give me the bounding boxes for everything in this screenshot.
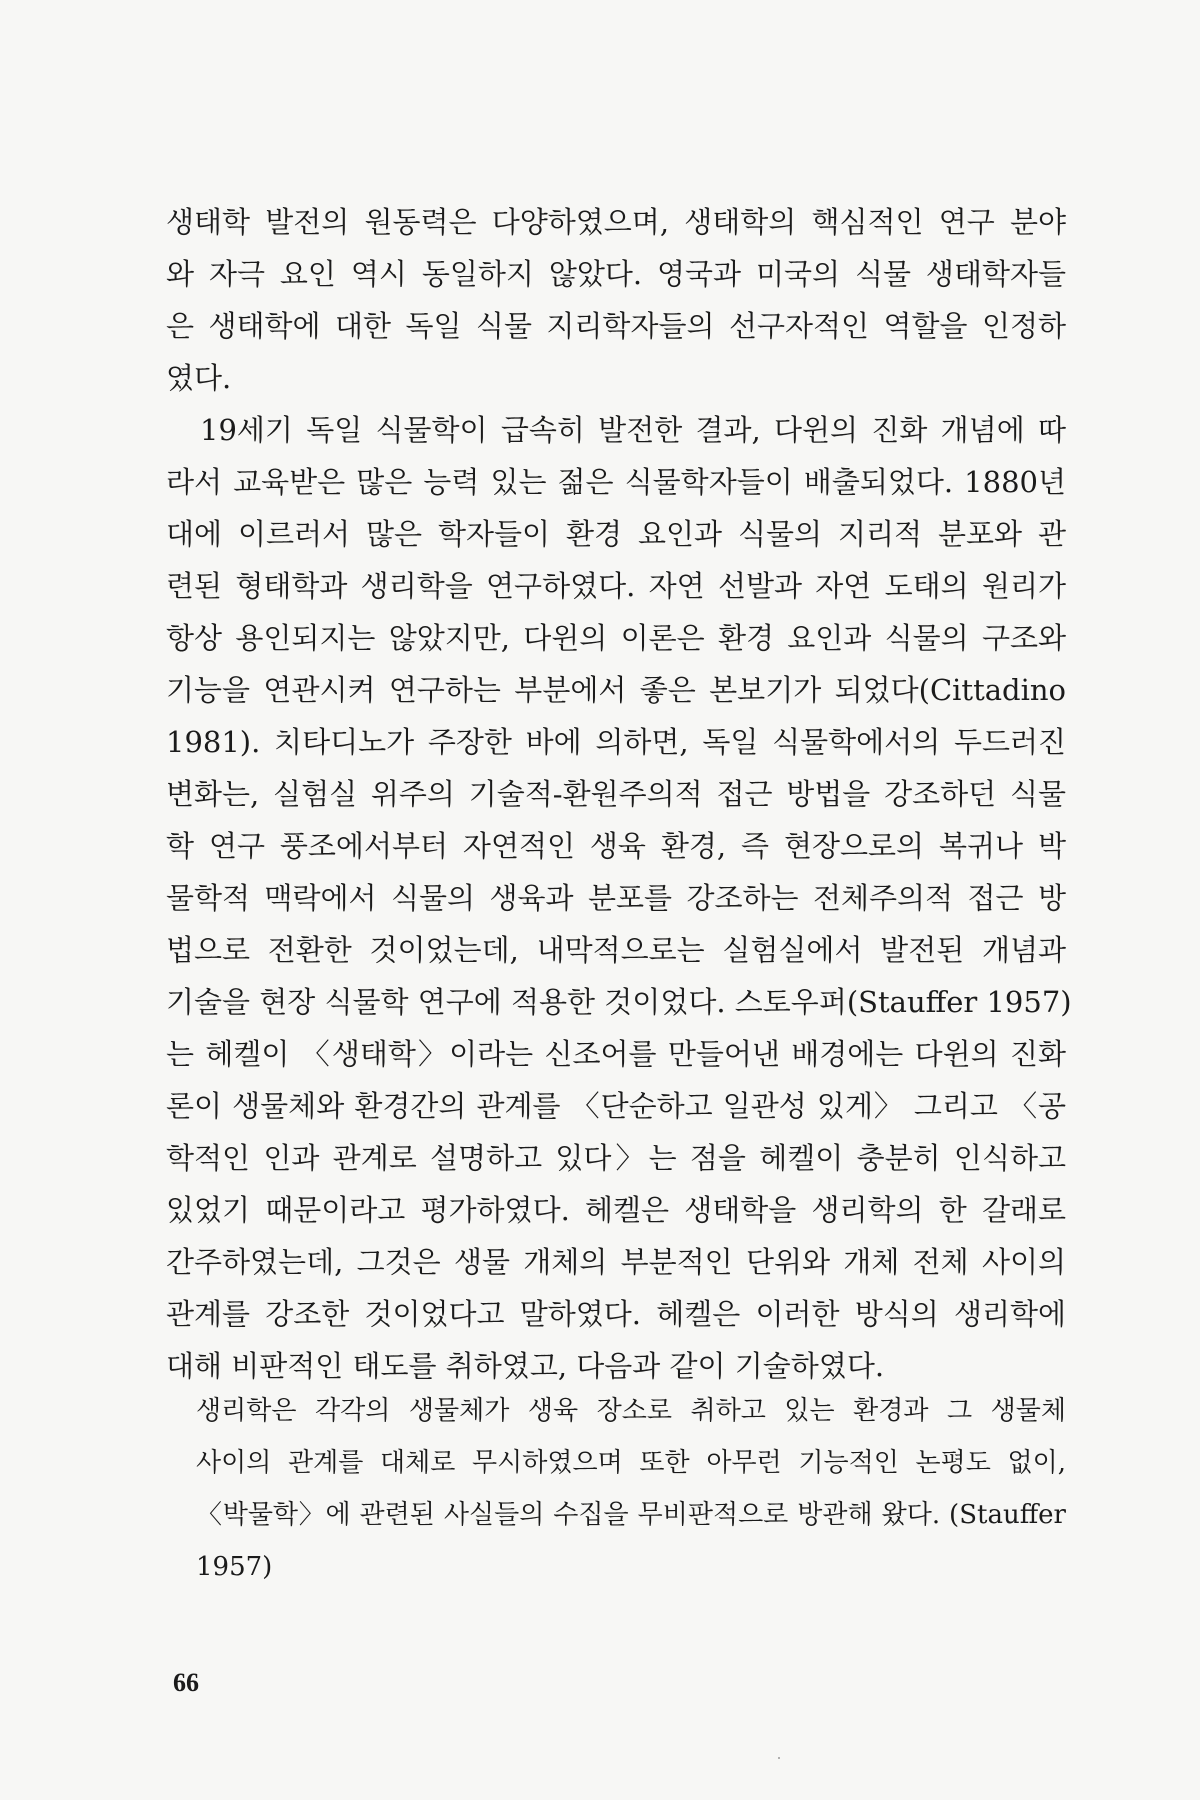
quote-line: 〈박물학〉에 관련된 사실들의 수집을 무비판적으로 방관해 왔다. (Stauffer [196, 1500, 1066, 1530]
text-line: 라서 교육받은 많은 능력 있는 젊은 식물학자들이 배출되었다. 1880년 [166, 465, 1066, 499]
text-line: 기술을 현장 식물학 연구에 적용한 것이었다. 스토우퍼(Stauffer 1957) [166, 985, 1072, 1019]
text-line: 대에 이르러서 많은 학자들이 환경 요인과 식물의 지리적 분포와 관 [166, 517, 1066, 551]
text-line: 1981). 치타디노가 주장한 바에 의하면, 독일 식물학에서의 두드러진 [166, 725, 1066, 759]
quote-line: 생리학은 각각의 생물체가 생육 장소로 취하고 있는 환경과 그 생물체 [196, 1396, 1066, 1426]
text-line: 은 생태학에 대한 독일 식물 지리학자들의 선구자적인 역할을 인정하 [166, 309, 1066, 343]
text-line: 물학적 맥락에서 식물의 생육과 분포를 강조하는 전체주의적 접근 방 [166, 881, 1066, 915]
text-line: 법으로 전환한 것이었는데, 내막적으로는 실험실에서 발전된 개념과 [166, 933, 1066, 967]
text-line: 변화는, 실험실 위주의 기술적-환원주의적 접근 방법을 강조하던 식물 [166, 777, 1066, 811]
text-line: 련된 형태학과 생리학을 연구하였다. 자연 선발과 자연 도태의 원리가 [166, 569, 1066, 603]
text-line: 생태학 발전의 원동력은 다양하였으며, 생태학의 핵심적인 연구 분야 [166, 205, 1066, 239]
text-line: 있었기 때문이라고 평가하였다. 헤켈은 생태학을 생리학의 한 갈래로 [166, 1193, 1066, 1227]
text-line: 론이 생물체와 환경간의 관계를 〈단순하고 일관성 있게〉 그리고 〈공 [166, 1089, 1066, 1123]
block-quote [196, 1385, 1066, 1593]
text-line: 대해 비판적인 태도를 취하였고, 다음과 같이 기술하였다. [166, 1349, 885, 1383]
text-line: 간주하였는데, 그것은 생물 개체의 부분적인 단위와 개체 전체 사이의 [166, 1245, 1066, 1279]
text-line: 와 자극 요인 역시 동일하지 않았다. 영국과 미국의 식물 생태학자들 [166, 257, 1066, 291]
text-line: 는 헤켈이 〈생태학〉이라는 신조어를 만들어낸 배경에는 다윈의 진화 [166, 1037, 1066, 1071]
text-line: 학 연구 풍조에서부터 자연적인 생육 환경, 즉 현장으로의 복귀나 박 [166, 829, 1066, 863]
text-line: 기능을 연관시켜 연구하는 부분에서 좋은 본보기가 되었다(Cittadino [166, 673, 1066, 707]
quote-line: 1957) [196, 1552, 273, 1582]
scan-speck [778, 1757, 780, 1759]
quote-line: 사이의 관계를 대체로 무시하였으며 또한 아무런 기능적인 논평도 없이, [196, 1448, 1066, 1478]
text-line: 항상 용인되지는 않았지만, 다윈의 이론은 환경 요인과 식물의 구조와 [166, 621, 1066, 655]
text-line: 였다. [166, 361, 232, 395]
text-line: 19세기 독일 식물학이 급속히 발전한 결과, 다윈의 진화 개념에 따 [200, 413, 1066, 447]
text-line: 관계를 강조한 것이었다고 말하였다. 헤켈은 이러한 방식의 생리학에 [166, 1297, 1066, 1331]
page-number: 66 [173, 1668, 199, 1697]
text-line: 학적인 인과 관계로 설명하고 있다〉는 점을 헤켈이 충분히 인식하고 [166, 1141, 1066, 1175]
body-text [166, 196, 1072, 1392]
